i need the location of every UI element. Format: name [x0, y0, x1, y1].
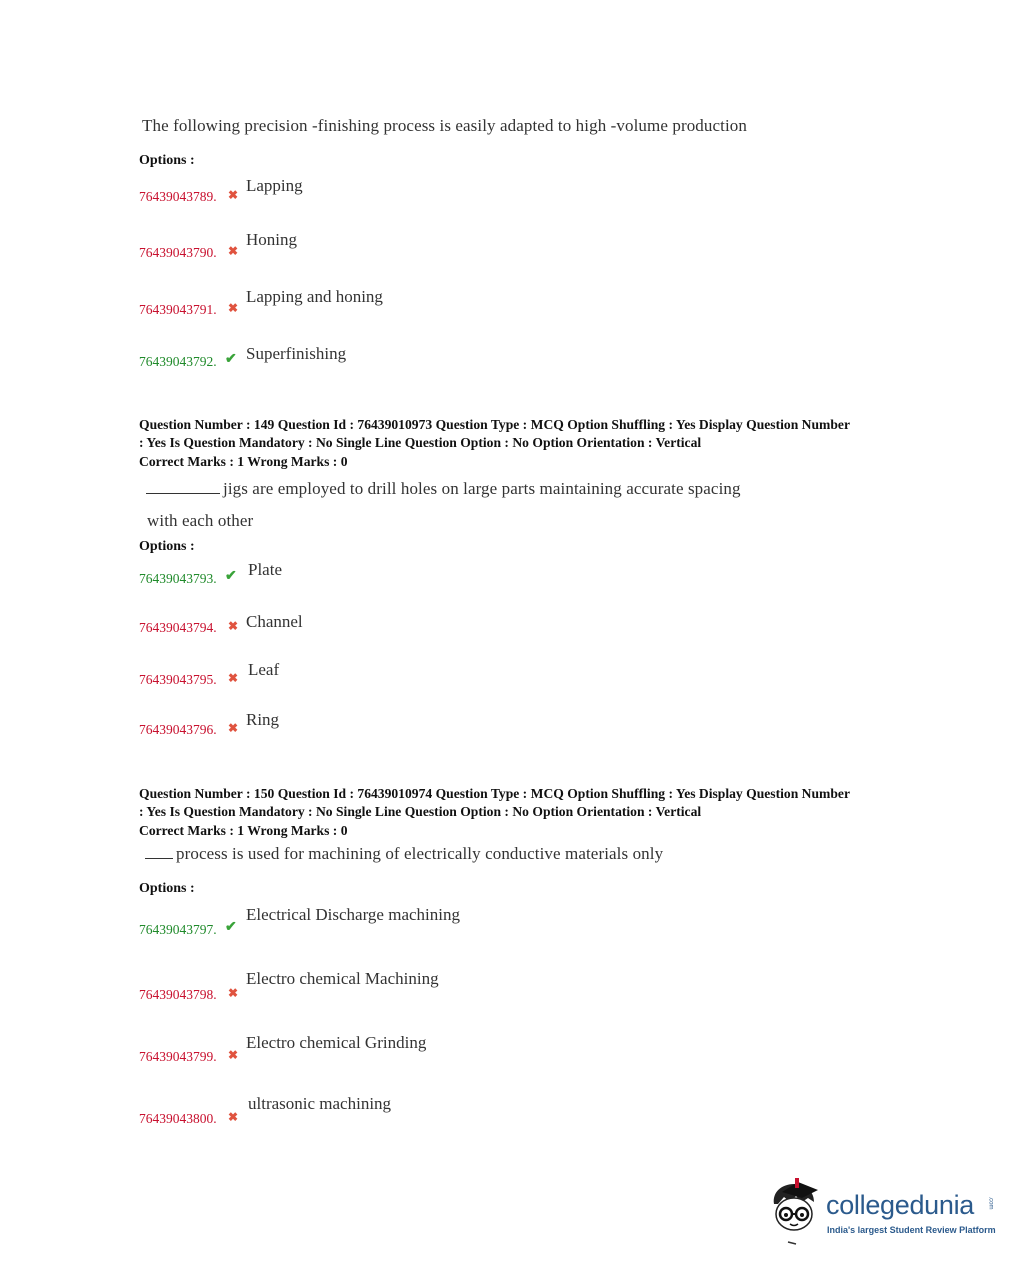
check-icon: ✔: [225, 352, 237, 367]
cross-icon: ✖: [228, 1110, 239, 1124]
cross-icon: ✖: [228, 619, 239, 633]
collegedunia-logo: [768, 1178, 998, 1248]
question-149-text: [146, 479, 741, 499]
cross-icon: ✖: [228, 986, 239, 1000]
question-149-meta: [139, 416, 909, 471]
option-id: 76439043799.: [139, 1049, 217, 1064]
cross-icon: ✖: [228, 721, 239, 735]
options-label: Options :: [139, 153, 195, 168]
option-text: Ring: [246, 710, 280, 729]
option-id: 76439043800.: [139, 1111, 217, 1126]
cross-icon: ✖: [228, 244, 239, 258]
option-id: 76439043792.: [139, 354, 217, 369]
meta-line: : Yes Is Question Mandatory : No Single Line Question Option : No Option Orientation : Vertical: [139, 434, 702, 450]
option-id: 76439043791.: [139, 302, 217, 317]
options-label: Options :: [139, 881, 195, 896]
option-id: 76439043796.: [139, 722, 217, 737]
question-149-text-cont: with each other: [147, 511, 254, 530]
question-text-part: jigs are employed to drill holes on large parts maintaining accurate spacing: [223, 479, 741, 498]
cross-icon: ✖: [228, 301, 239, 315]
question-150-text: [145, 844, 663, 864]
option-id: 76439043789.: [139, 189, 217, 204]
option-text: Honing: [246, 230, 297, 249]
check-icon: ✔: [225, 569, 237, 584]
option-text: Electro chemical Machining: [246, 969, 439, 988]
marks-line: Correct Marks : 1 Wrong Marks : 0: [139, 454, 348, 469]
question-148-text: The following precision -finishing process is easily adapted to high -volume production: [142, 116, 747, 135]
logo-wordmark: collegedunia: [826, 1190, 975, 1220]
options-label: Options :: [139, 539, 195, 554]
option-id: 76439043793.: [139, 571, 217, 586]
logo-com: .com: [987, 1196, 994, 1210]
option-id: 76439043794.: [139, 620, 217, 635]
mascot-icon: [768, 1178, 826, 1248]
option-text: Lapping and honing: [246, 287, 383, 306]
option-id: 76439043790.: [139, 245, 217, 260]
option-text: Channel: [246, 612, 303, 631]
cross-icon: ✖: [228, 188, 239, 202]
question-text-part: process is used for machining of electrically conductive materials only: [176, 844, 664, 863]
check-icon: ✔: [225, 920, 237, 935]
option-text: Plate: [248, 560, 282, 579]
blank-line: [146, 479, 220, 494]
option-text: Electro chemical Grinding: [246, 1033, 427, 1052]
question-150-meta: [139, 785, 909, 840]
option-text: ultrasonic machining: [248, 1094, 392, 1113]
option-id: 76439043797.: [139, 922, 217, 937]
option-text: Lapping: [246, 176, 303, 195]
meta-line: Question Number : 150 Question Id : 76439010974 Question Type : MCQ Option Shuffling : Yes Display Question Number: [139, 786, 850, 801]
logo-tagline: India's largest Student Review Platform: [827, 1225, 996, 1235]
meta-line: : Yes Is Question Mandatory : No Single Line Question Option : No Option Orientation : Vertical: [139, 803, 702, 819]
option-text: Superfinishing: [246, 344, 347, 363]
option-id: 76439043795.: [139, 672, 217, 687]
marks-line: Correct Marks : 1 Wrong Marks : 0: [139, 823, 348, 838]
meta-line: Question Number : 149 Question Id : 76439010973 Question Type : MCQ Option Shuffling : Yes Display Question Number: [139, 417, 850, 432]
blank-line: [145, 844, 173, 859]
cross-icon: ✖: [228, 671, 239, 685]
cross-icon: ✖: [228, 1048, 239, 1062]
option-id: 76439043798.: [139, 987, 217, 1002]
option-text: Electrical Discharge machining: [246, 905, 460, 924]
option-text: Leaf: [248, 660, 280, 679]
